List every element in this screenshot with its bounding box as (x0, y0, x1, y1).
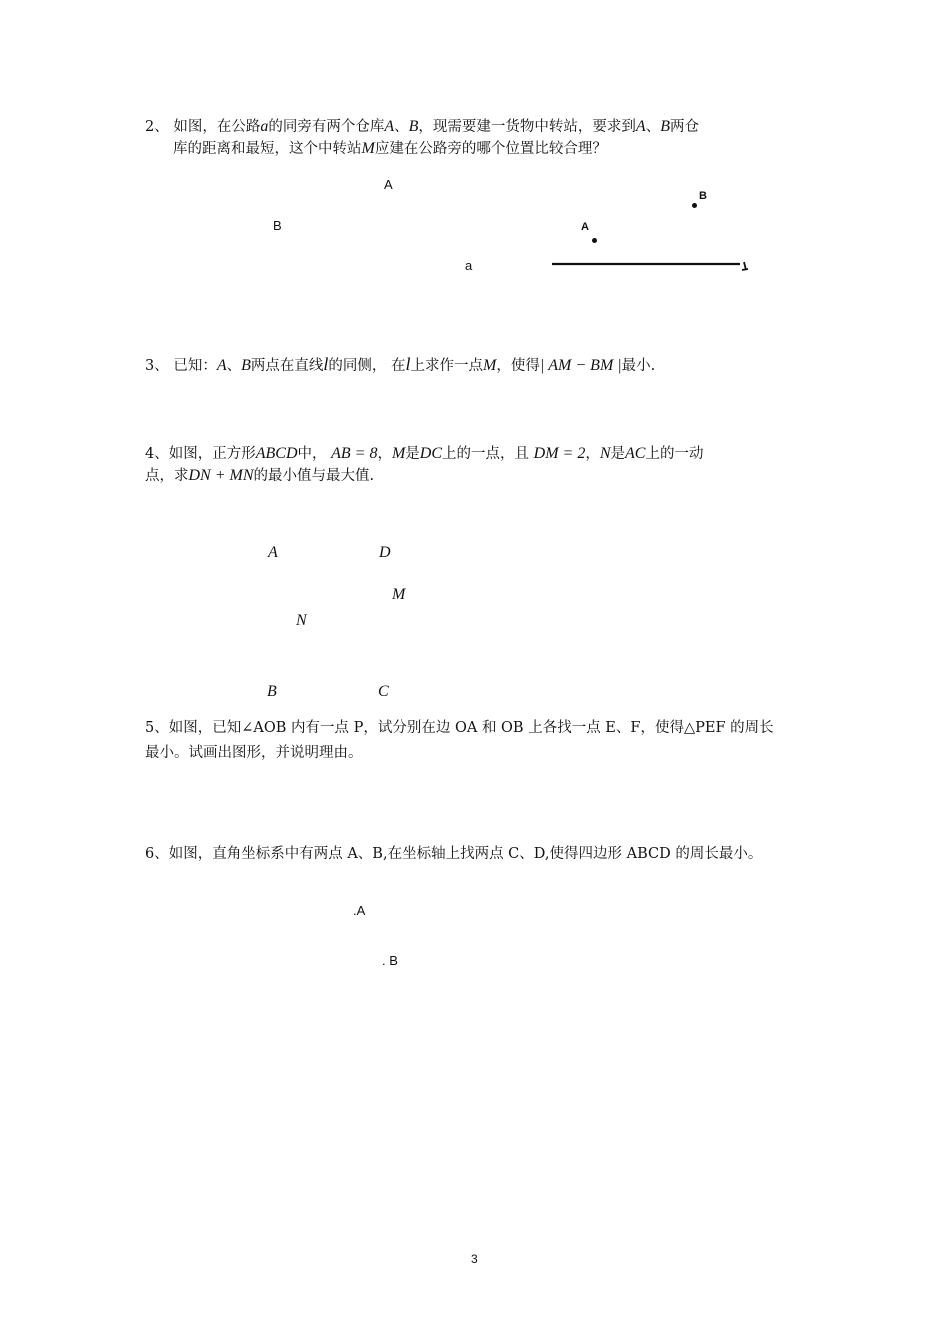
q4-label-M: M (392, 586, 406, 603)
q4-line2: 点，求DN + MN的最小值与最大值. (145, 467, 375, 484)
q2-fig-left-label-B: B (273, 218, 282, 233)
q4-line1: 4、如图，正方形ABCD中， AB = 8，M是DC上的一点，且 DM = 2，N是AC上的一动 (145, 445, 704, 462)
q5-line1: 5、如图，已知∠AOB 内有一点 P，试分别在边 OA 和 OB 上各找一点 E、F，使得△PEF 的周长 (145, 720, 774, 736)
q6-label-A: .A (353, 903, 366, 918)
q6-line1: 6、如图，直角坐标系中有两点 A、B,在坐标轴上找两点 C、D,使得四边形 ABCD 的周长最小。 (145, 846, 763, 862)
q2-fig-right-label-l (742, 257, 746, 273)
q4-label-D: D (379, 544, 391, 561)
q2-line1: 2、 如图，在公路a的同旁有两个仓库A、B，现需要建一货物中转站，要求到A、B两仓 (145, 118, 699, 135)
q2-fig-right-label-A: A (581, 221, 589, 233)
q2-fig-left-label-A: A (384, 177, 393, 192)
page-number: 3 (471, 1252, 478, 1266)
point-B-dot (692, 203, 697, 208)
q2-line2: 库的距离和最短，这个中转站M应建在公路旁的哪个位置比较合理？ (173, 140, 607, 157)
q2-fig-right-label-B: B (699, 190, 707, 202)
q6-label-B: . B (382, 953, 398, 968)
q4-label-C: C (378, 683, 389, 700)
point-A-dot (592, 238, 597, 243)
q4-label-B: B (267, 683, 277, 700)
q3-line: 3、 已知：A、B两点在直线l的同侧， 在l上求作一点M，使得| AM − BM |最小. (145, 354, 656, 374)
q2-fig-left-label-a: a (465, 258, 473, 273)
q5-line2: 最小。试画出图形，并说明理由。 (145, 745, 363, 761)
q4-label-A: A (268, 544, 278, 561)
q4-label-N: N (296, 612, 307, 629)
